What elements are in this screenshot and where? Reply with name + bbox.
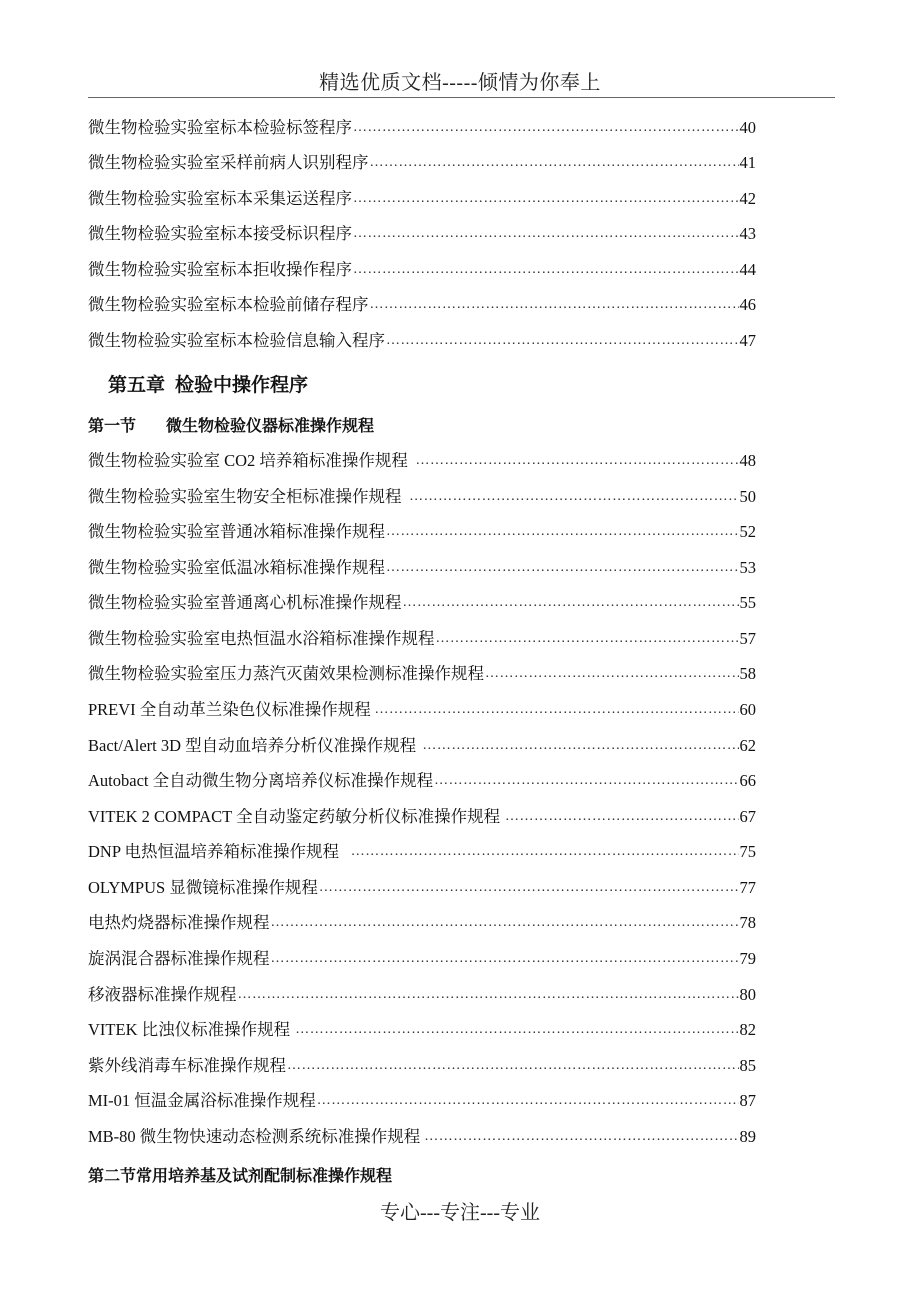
chapter-heading[interactable] [108,370,308,397]
page-footer: 专心---专注---专业 [380,1202,540,1224]
toc-entry[interactable] [88,627,756,651]
page-header: 精选优质文档-----倾情为你奉上 [319,72,601,94]
toc-entry[interactable] [88,805,756,829]
toc-entry-title: 微生物检验实验室采样前病人识别程序 [88,153,369,172]
toc-entry-title: VITEK 比浊仪标准操作规程 [88,1020,291,1039]
toc-entry-page: 43 [739,224,756,243]
toc-entry-title: 微生物检验实验室普通冰箱标准操作规程 [88,522,385,541]
leader-dots [370,151,739,175]
leader-dots [353,187,739,211]
toc-entry-title: 微生物检验实验室标本检验前储存程序 [88,295,369,314]
leader-dots [436,627,739,651]
toc-entry-title: MI-01 恒温金属浴标准操作规程 [88,1091,316,1110]
toc-entry[interactable] [88,222,756,246]
toc-entry-title: 微生物检验实验室标本检验标签程序 [88,118,352,137]
toc-entry-page: 66 [739,771,756,790]
leader-dots [353,116,739,140]
chapter-number: 第五章 [108,374,166,396]
leader-dots [287,1054,739,1078]
toc-entry[interactable] [88,1054,756,1078]
toc-entry[interactable] [88,840,756,864]
toc-entry[interactable] [88,485,756,509]
toc-entry-title: Bact/Alert 3D 型自动血培养分析仪准操作规程 [88,736,417,755]
toc-entry-title: 微生物检验实验室压力蒸汽灭菌效果检测标准操作规程 [88,664,484,683]
leader-dots [505,805,739,829]
toc-entry-title: 微生物检验实验室标本接受标识程序 [88,224,352,243]
toc-entry[interactable] [88,258,756,282]
toc-entry-page: 42 [739,189,756,208]
toc-entry-page: 50 [739,487,756,506]
toc-entry-title: 微生物检验实验室标本检验信息输入程序 [88,331,385,350]
leader-dots [386,556,739,580]
toc-entry-title: Autobact 全自动微生物分离培养仪标准操作规程 [88,771,434,790]
toc-entry[interactable] [88,947,756,971]
toc-entry-title: 移液器标准操作规程 [88,985,237,1004]
leader-dots [386,329,739,353]
toc-entry-page: 78 [739,913,756,932]
toc-entry-title: 微生物检验实验室低温冰箱标准操作规程 [88,558,385,577]
leader-dots [271,947,739,971]
leader-dots [485,662,739,686]
toc-entry-page: 62 [739,736,756,755]
toc-entry[interactable] [88,591,756,615]
leader-dots [374,698,738,722]
toc-entry-title: 微生物检验实验室普通离心机标准操作规程 [88,593,402,612]
toc-entry[interactable] [88,449,756,473]
leader-dots [415,449,738,473]
leader-dots [403,591,739,615]
section-heading[interactable] [88,1163,392,1186]
toc-entry-page: 79 [739,949,756,968]
leader-dots [238,983,739,1007]
chapter-title: 检验中操作程序 [175,374,309,396]
toc-entry-page: 57 [739,629,756,648]
toc-entry-page: 89 [739,1127,756,1146]
toc-entry-page: 77 [739,878,756,897]
toc-entry-page: 53 [739,558,756,577]
toc-entry[interactable] [88,556,756,580]
toc-entry[interactable] [88,329,756,353]
toc-entry-title: 微生物检验实验室生物安全柜标准操作规程 [88,487,402,506]
leader-dots [409,485,738,509]
toc-entry-title: OLYMPUS 显微镜标准操作规程 [88,878,318,897]
toc-entry-title: PREVI 全自动革兰染色仪标准操作规程 [88,700,371,719]
toc-entry-title: 旋涡混合器标准操作规程 [88,949,270,968]
toc-entry[interactable] [88,876,756,900]
toc-entry[interactable] [88,1089,756,1113]
toc-entry[interactable] [88,520,756,544]
toc-entry-page: 85 [739,1056,756,1075]
leader-dots [370,293,739,317]
leader-dots [353,258,739,282]
toc-entry[interactable] [88,911,756,935]
toc-entry-page: 80 [739,985,756,1004]
leader-dots [422,734,738,758]
toc-entry-page: 75 [739,842,756,861]
toc-entry-page: 58 [739,664,756,683]
toc-entry-page: 47 [739,331,756,350]
section-title: 微生物检验仪器标准操作规程 [166,416,375,435]
header-rule [88,97,835,98]
toc-entry-page: 41 [739,153,756,172]
toc-entry-page: 60 [739,700,756,719]
toc-entry-title: DNP 电热恒温培养箱标准操作规程 [88,842,340,861]
toc-entry[interactable] [88,769,756,793]
toc-entry-title: 微生物检验实验室标本拒收操作程序 [88,260,352,279]
toc-entry-page: 48 [739,451,756,470]
toc-entry[interactable] [88,293,756,317]
toc-entry-page: 52 [739,522,756,541]
toc-entry-page: 87 [739,1091,756,1110]
toc-entry[interactable] [88,983,756,1007]
toc-entry-title: 微生物检验实验室标本采集运送程序 [88,189,352,208]
toc-entry-title: MB-80 微生物快速动态检测系统标准操作规程 [88,1127,421,1146]
toc-entry[interactable] [88,151,756,175]
toc-entry-page: 40 [739,118,756,137]
toc-entry-page: 46 [739,295,756,314]
toc-entry[interactable] [88,662,756,686]
toc-entry[interactable] [88,187,756,211]
leader-dots [317,1089,739,1113]
leader-dots [271,911,739,935]
leader-dots [424,1125,738,1149]
toc-entry-title: VITEK 2 COMPACT 全自动鉴定药敏分析仪标准操作规程 [88,807,501,826]
toc-entry-title: 电热灼烧器标准操作规程 [88,913,270,932]
toc-entry-title: 微生物检验实验室电热恒温水浴箱标准操作规程 [88,629,435,648]
section-title: 第二节常用培养基及试剂配制标准操作规程 [88,1166,393,1185]
toc-entry[interactable] [88,698,756,722]
section-heading[interactable] [88,413,374,436]
toc-entry-page: 55 [739,593,756,612]
toc-entry-title: 紫外线消毒车标准操作规程 [88,1056,286,1075]
toc-entry[interactable] [88,116,756,140]
toc-entry[interactable] [88,1125,756,1149]
toc-entry-page: 82 [739,1020,756,1039]
toc-entry-page: 67 [739,807,756,826]
toc-entry-page: 44 [739,260,756,279]
leader-dots [351,840,739,864]
toc-entry-title: 微生物检验实验室 CO2 培养箱标准操作规程 [88,451,408,470]
leader-dots [434,769,738,793]
leader-dots [353,222,739,246]
toc-entry[interactable] [88,734,756,758]
section-number: 第一节 [88,416,137,435]
leader-dots [295,1018,738,1042]
leader-dots [319,876,739,900]
toc-entry[interactable] [88,1018,756,1042]
leader-dots [386,520,739,544]
